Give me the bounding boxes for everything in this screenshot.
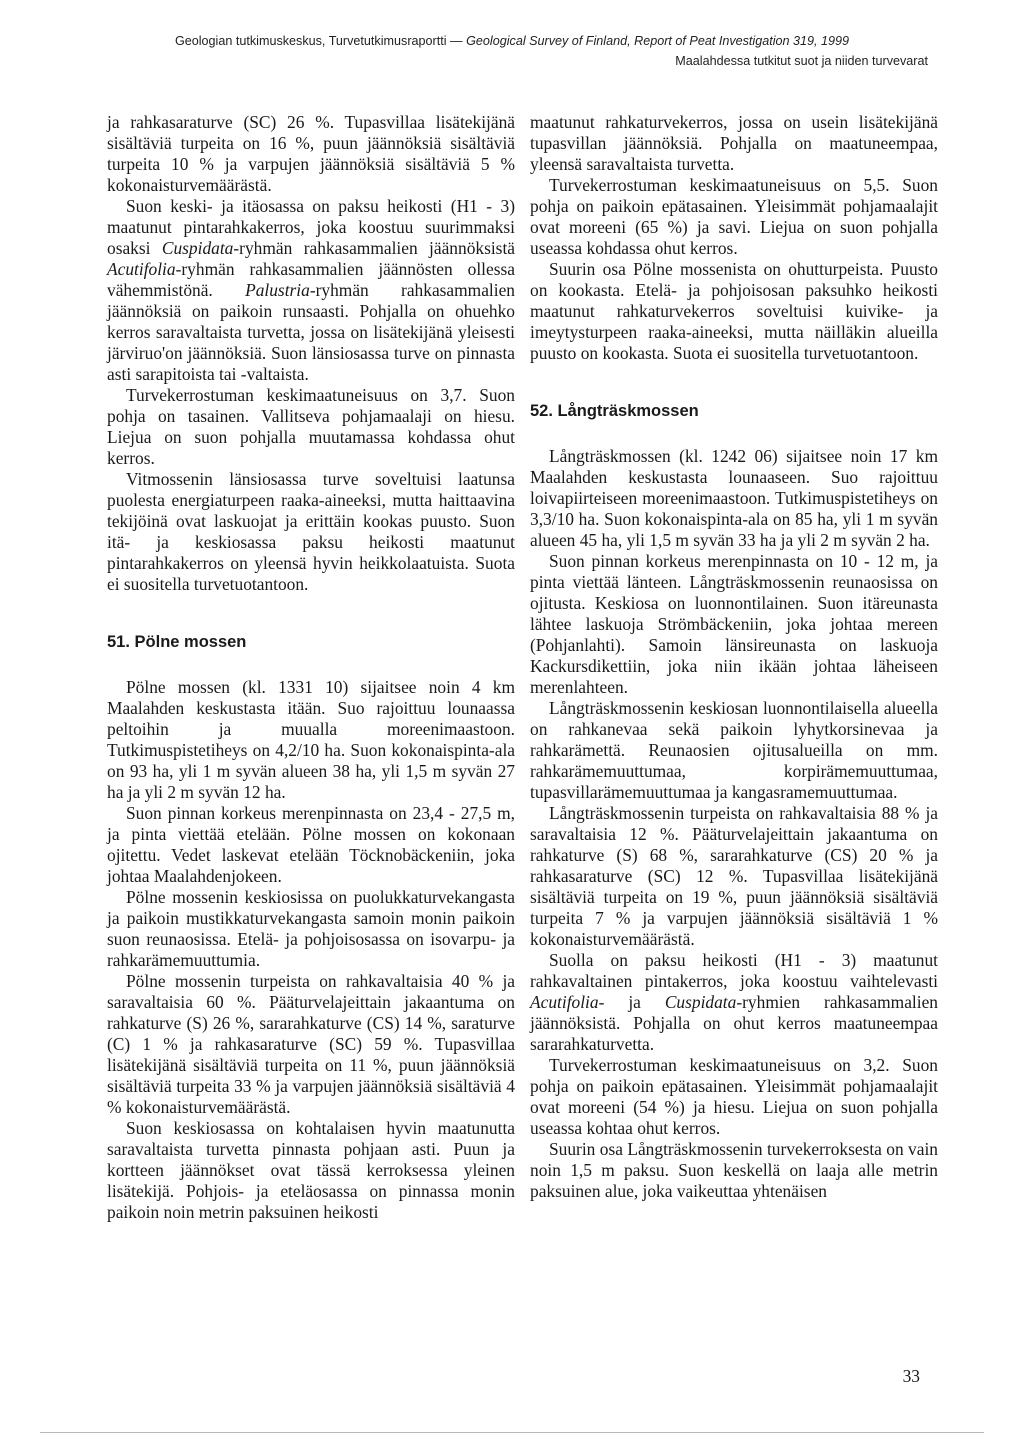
header-subtitle: Maalahdessa tutkitut suot ja niiden turvevarat xyxy=(675,54,928,68)
taxon-name: Cuspidata xyxy=(161,238,234,258)
taxon-name: Acutifolia xyxy=(530,992,599,1012)
paragraph: Turvekerrostuman keskimaatuneisuus on 3,2. Suon pohja on paikoin epätasainen. Yleisimmät pohjamaalajit ovat moreeni (54 %) ja hiesu. Liejua on suon pohjalla useassa kohtaa ohut kerros. xyxy=(530,1055,938,1138)
scan-edge-line xyxy=(40,1432,984,1433)
text-run: -ryhmän rahkasammalien jäännöksiä on paikoin runsaasti. Pohjalla on ohuehko kerros saravaltaista turvetta, jossa on lisätekijänä yleisesti järviruo'on jäännöksiä. Suon länsiosassa turve on pinnasta asti sarapitoista tai -valtaista. xyxy=(107,280,515,384)
section-spacer xyxy=(530,364,938,401)
paragraph: Pölne mossenin turpeista on rahkavaltaisia 40 % ja saravaltaisia 60 %. Pääturvelajeittain jakaantuma on rahkaturve (S) 26 %, sararahkaturve (CS) 14 %, saraturve (C) 1 % ja rahkasaraturve (SC) 59 %. Tupasvillaa lisätekijänä sisältäviä turpeita on 11 %, puun jäännöksiä sisältäviä turpeita 33 % ja varpujen jäännöksiä sisältäviä 4 % kokonaisturvemäärästä. xyxy=(107,971,515,1117)
paragraph: Långträskmossenin turpeista on rahkavaltaisia 88 % ja saravaltaisia 12 %. Pääturvelajeittain jakaantuma on rahkaturve (S) 68 %, sararahkaturve (CS) 20 % ja rahkasaraturve (SC) 12 %. Tupasvillaa lisätekijänä sisältäviä turpeita on 19 %, puun jäännöksiä sisältäviä turpeita 7 % ja varpujen jäännöksiä sisältäviä 1 % kokonaisturvemäärästä. xyxy=(530,803,938,949)
right-column xyxy=(530,112,938,1202)
header-institution: Geologian tutkimuskeskus, Turvetutkimusraportti — xyxy=(174,34,467,48)
section-spacer xyxy=(530,422,938,446)
header-series: Geological Survey of Finland, Report of Peat Investigation 319, 1999 xyxy=(466,34,850,48)
text-run: -ryhmän rahkasammalien jäännöksistä xyxy=(233,238,515,258)
paragraph xyxy=(107,196,515,385)
running-header xyxy=(0,34,1024,68)
section-heading: 51. Pölne mossen xyxy=(107,633,247,651)
paragraph: Pölne mossen (kl. 1331 10) sijaitsee noin 4 km Maalahden keskustasta itään. Suo rajoittuu lounaassa peltoihin ja muualla moreenimaastoon. Tutkimuspistetiheys on 4,2/10 ha. Suon kokonaispinta-ala on 93 ha, yli 1 m syvän alueen 38 ha, yli 1,5 m syvän 27 ha ja yli 2 m syvän 12 ha. xyxy=(107,677,515,802)
section-spacer xyxy=(107,653,515,677)
text-run: Suolla on paksu heikosti (H1 - 3) maatunut rahkavaltainen pintakerros, joka koostuu vaihtelevasti xyxy=(530,950,938,991)
text-run: - ja xyxy=(598,992,665,1012)
paragraph: maatunut rahkaturvekerros, jossa on usein lisätekijänä tupasvillan jäännöksiä. Pohjalla on maatuneempaa, yleensä saravaltaista turvetta. xyxy=(530,112,938,174)
taxon-name: Cuspidata xyxy=(664,992,737,1012)
section-spacer xyxy=(107,595,515,632)
paragraph: ja rahkasaraturve (SC) 26 %. Tupasvillaa lisätekijänä sisältäviä turpeita on 16 %, puun jäännöksiä sisältäviä turpeita 10 % ja varpujen jäännöksiä sisältäviä 5 % kokonaisturvemäärästä. xyxy=(107,112,515,195)
taxon-name: Acutifolia xyxy=(107,259,176,279)
paragraph: Suon keskiosassa on kohtalaisen hyvin maatunutta saravaltaista turvetta pinnasta pohjaan asti. Puun ja kortteen jäännökset ovat tässä kerroksessa yleinen lisätekijä. Pohjois- ja eteläosassa on pinnassa monin paikoin noin metrin paksuinen heikosti xyxy=(107,1118,515,1222)
section-heading: 52. Långträskmossen xyxy=(530,402,699,420)
paragraph: Turvekerrostuman keskimaatuneisuus on 5,5. Suon pohja on paikoin epätasainen. Yleisimmät pohjamaalajit ovat moreeni (65 %) ja savi. Liejua on suon pohjalla useassa kohdassa ohut kerros. xyxy=(530,175,938,258)
text-run: -ryhmien rahkasammalien jäännöksistä. Pohjalla on ohut kerros maatuneempaa sararahkaturvetta. xyxy=(530,992,938,1054)
paragraph: Suurin osa Långträskmossenin turvekerroksesta on vain noin 1,5 m paksu. Suon keskellä on laaja alle metrin paksuinen alue, joka vaikeuttaa yhtenäisen xyxy=(530,1139,938,1201)
taxon-name: Palustria xyxy=(245,280,310,300)
paragraph: Långträskmossen (kl. 1242 06) sijaitsee noin 17 km Maalahden keskustasta lounaaseen. Suo rajoittuu loivapiirteiseen moreenimaastoon. Tutkimuspistetiheys on 3,3/10 ha. Suon kokonaispinta-ala on 85 ha, yli 1 m syvän alueen 45 ha, yli 1,5 m syvän 33 ha ja yli 2 m syvän 2 ha. xyxy=(530,446,938,550)
header-line-1 xyxy=(0,34,1024,48)
text-run: Suon keski- ja itäosassa on paksu heikosti (H1 - 3) maatunut pintarahkakerros, joka koostuu suurimmaksi osaksi xyxy=(107,196,515,258)
paragraph: Vitmossenin länsiosassa turve soveltuisi laatunsa puolesta energiaturpeen raaka-aineeksi, mutta haittaavina tekijöinä ovat laskuojat ja erittäin kookas puusto. Suon itä- ja keskiosassa paksu heikosti maatunut pintarahkakerros on yleensä hyvin heikkolaatuista. Suota ei suositella turvetuotantoon. xyxy=(107,469,515,594)
paragraph: Suurin osa Pölne mossenista on ohutturpeista. Puusto on kookasta. Etelä- ja pohjoisosan paksuhko heikosti maatunut rahkaturvekerros soveltuisi kuivike- ja imeytysturpeen raaka-aineeksi, mutta näilläkin alueilla puusto on kookasta. Suota ei suositella turvetuotantoon. xyxy=(530,259,938,363)
page-number: 33 xyxy=(902,1366,920,1386)
paragraph: Långträskmossenin keskiosan luonnontilaisella alueella on rahkanevaa sekä paikoin lyhytkorsinevaa ja rahkarämettä. Reunaosien ojitusalueilla on mm. rahkarämemuuttumaa, korpirämemuuttumaa, tupasvillarämemuuttumaa ja kangasramemuuttumaa. xyxy=(530,698,938,802)
paragraph: Pölne mossenin keskiosissa on puolukkaturvekangasta ja paikoin mustikkaturvekangasta samoin monin paikoin suon reunaosissa. Etelä- ja pohjoisosassa on isovarpu- ja rahkarämemuuttumia. xyxy=(107,887,515,970)
paragraph: Turvekerrostuman keskimaatuneisuus on 3,7. Suon pohja on tasainen. Vallitseva pohjamaalaji on hiesu. Liejua on suon pohjalla muutamassa kohdassa ohut kerros. xyxy=(107,385,515,468)
paragraph: Suon pinnan korkeus merenpinnasta on 23,4 - 27,5 m, ja pinta viettää etelään. Pölne mossen on kokonaan ojitettu. Vedet laskevat etelään Töcknobäckeniin, joka johtaa Maalahdenjokeen. xyxy=(107,803,515,886)
text-run: -ryhmän rahkasammalien jäännösten ollessa vähemmistönä. xyxy=(107,259,515,300)
left-column xyxy=(107,112,515,1223)
paragraph: Suon pinnan korkeus merenpinnasta on 10 - 12 m, ja pinta viettää länteen. Långträskmossenin reunaosissa on ojitusta. Keskiosa on luonnontilainen. Suon itäreunasta lähtee laskuoja Strömbäckeniin, joka johtaa mereen (Pohjanlahti). Samoin länsireunasta on laskuoja Kackursdikettiin, joka niin ikään johtaa läheiseen merenlahteen. xyxy=(530,551,938,697)
paragraph xyxy=(530,950,938,1055)
